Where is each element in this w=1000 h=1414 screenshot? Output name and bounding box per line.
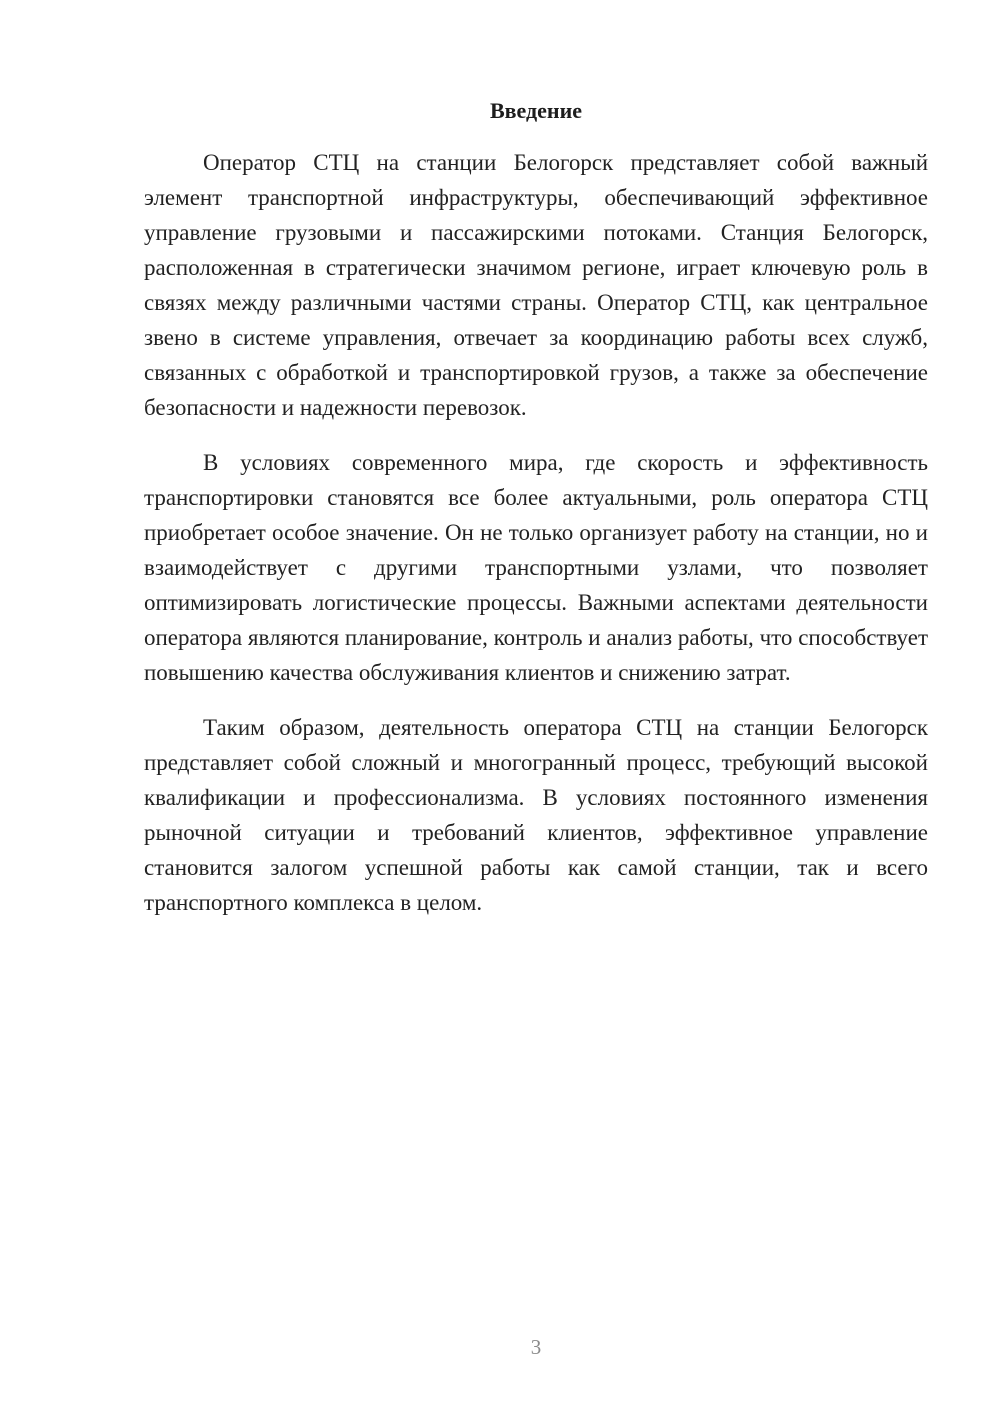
paragraph-1: Оператор СТЦ на станции Белогорск представляет собой важный элемент транспортной инфраструктуры, обеспечивающий эффективное управление грузовыми и пассажирскими потоками. Станция Белогорск, расположенная в стратегически значимом регионе, играет ключевую роль в связях между различными частями страны. Оператор СТЦ, как центральное звено в системе управления, отвечает за координацию работы всех служб, связанных с обработкой и транспортировкой грузов, а также за обеспечение безопасности и надежности перевозок. bbox=[144, 150, 928, 420]
paragraph-2: В условиях современного мира, где скорость и эффективность транспортировки становятся все более актуальными, роль оператора СТЦ приобретает особое значение. Он не только организует работу на станции, но и взаимодействует с другими транспортными узлами, что позволяет оптимизировать логистические процессы. Важными аспектами деятельности оператора являются планирование, контроль и анализ работы, что способствует повышению качества обслуживания клиентов и снижению затрат. bbox=[144, 450, 928, 685]
paragraph-3: Таким образом, деятельность оператора СТЦ на станции Белогорск представляет собой сложный и многогранный процесс, требующий высокой квалификации и профессионализма. В условиях постоянного изменения рыночной ситуации и требований клиентов, эффективное управление становится залогом успешной работы как самой станции, так и всего транспортного комплекса в целом. bbox=[144, 715, 928, 915]
document-body bbox=[144, 145, 928, 940]
page-number: 3 bbox=[530, 1335, 542, 1359]
page-title: Введение bbox=[489, 98, 583, 123]
